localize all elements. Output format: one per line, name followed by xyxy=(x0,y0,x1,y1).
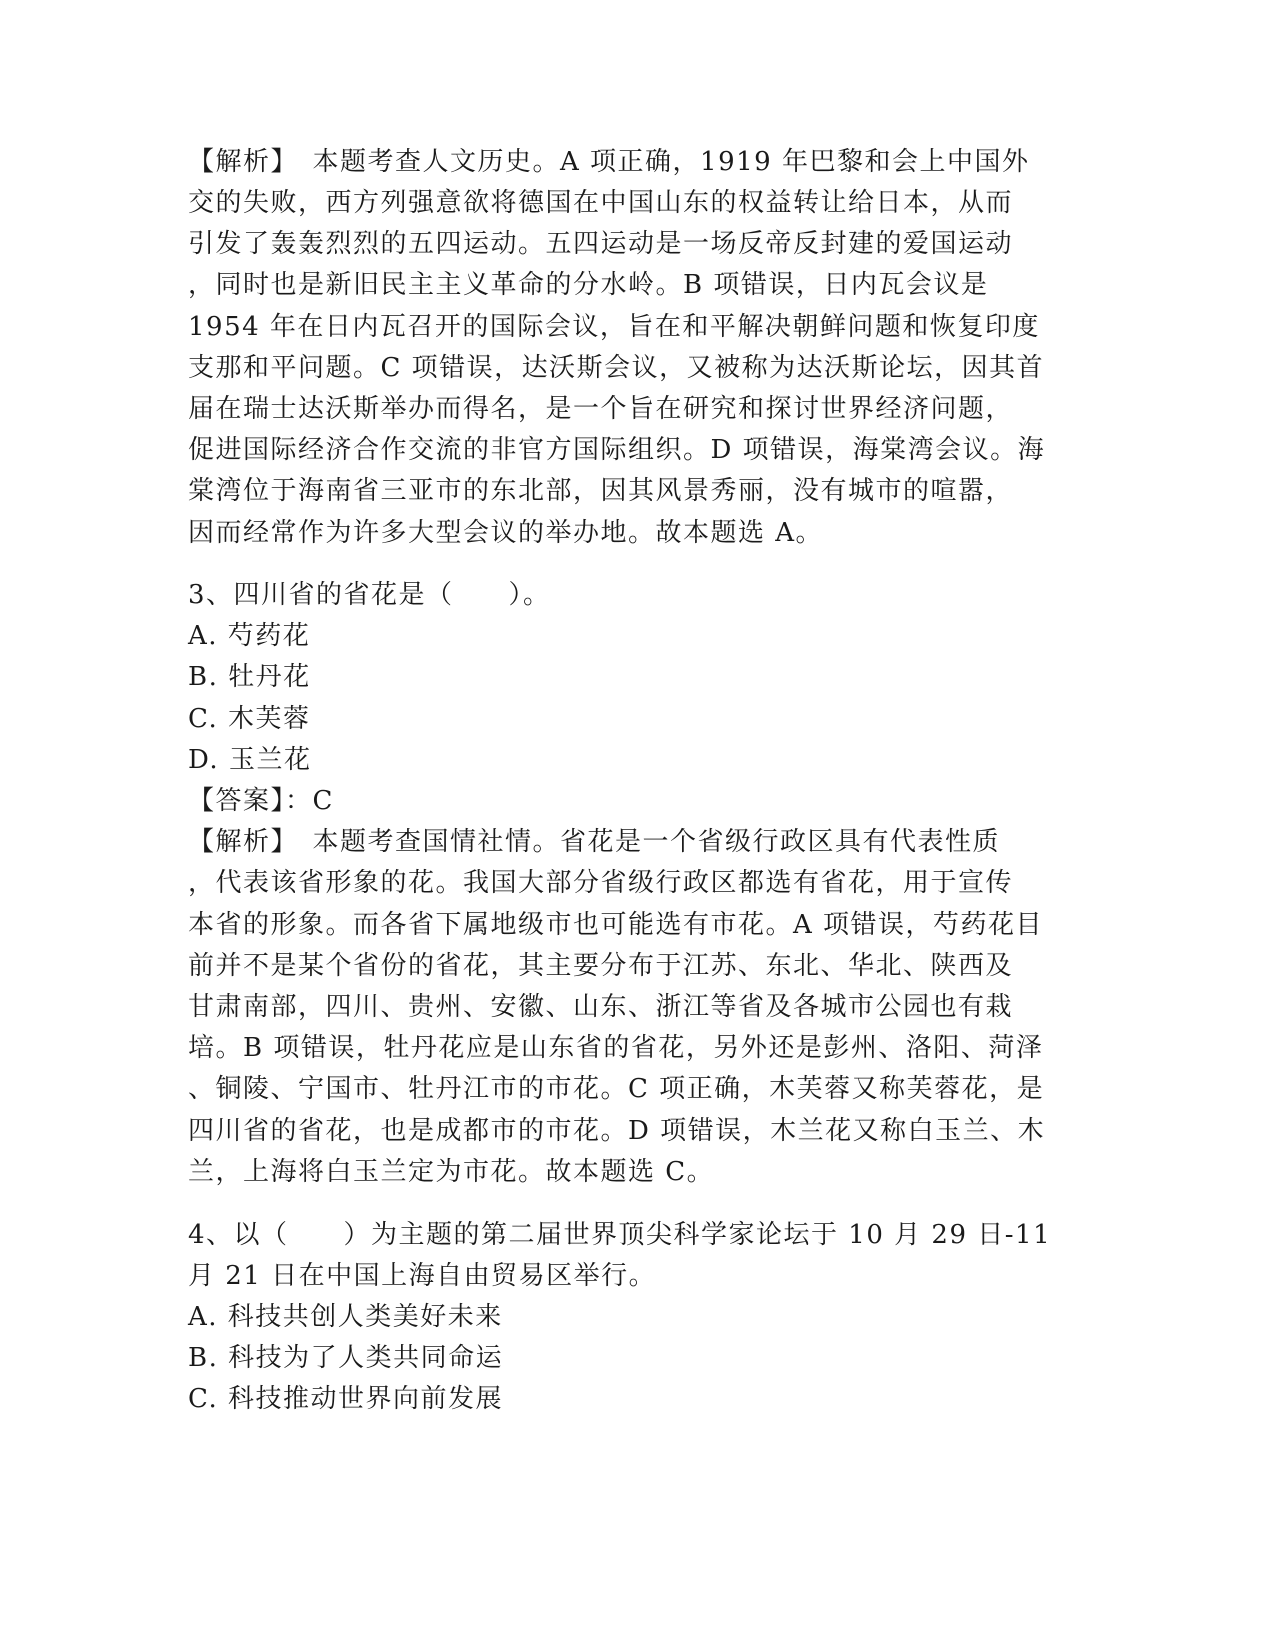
q3-option-c: C. 木芙蓉 xyxy=(188,704,311,734)
q3-stem: 3、四川省的省花是（ ）。 xyxy=(188,580,551,610)
q4-option-b: B. 科技为了人类共同命运 xyxy=(188,1343,504,1373)
q2-explanation-line: 促进国际经济合作交流的非官方国际组织。D 项错误，海棠湾会议。海 xyxy=(188,435,1046,465)
q3-explanation-line: 四川省的省花，也是成都市的市花。D 项错误，木兰花又称白玉兰、木 xyxy=(188,1116,1046,1146)
q2-explanation-line: 1954 年在日内瓦召开的国际会议，旨在和平解决朝鲜问题和恢复印度 xyxy=(188,312,1040,342)
q2-explanation-line: 交的失败，西方列强意欲将德国在中国山东的权益转让给日本，从而 xyxy=(188,188,1014,218)
q3-option-b: B. 牡丹花 xyxy=(188,662,311,692)
q3-explanation-line: 前并不是某个省份的省花，其主要分布于江苏、东北、华北、陕西及 xyxy=(188,951,1014,981)
q3-option-d: D. 玉兰花 xyxy=(188,745,312,775)
q3-explanation-line: 甘肃南部，四川、贵州、安徽、山东、浙江等省及各城市公园也有栽 xyxy=(188,992,1014,1022)
q2-explanation-line: 届在瑞士达沃斯举办而得名，是一个旨在研究和探讨世界经济问题， xyxy=(188,394,1014,424)
q3-explanation-line: 、铜陵、宁国市、牡丹江市的市花。C 项正确，木芙蓉又称芙蓉花，是 xyxy=(188,1074,1045,1104)
q2-explanation-line: 因而经常作为许多大型会议的举办地。故本题选 A。 xyxy=(188,518,824,548)
q3-explanation-line: ，代表该省形象的花。我国大部分省级行政区都选有省花，用于宣传 xyxy=(188,868,1014,898)
q2-explanation-line: 棠湾位于海南省三亚市的东北部，因其风景秀丽，没有城市的喧嚣， xyxy=(188,476,1014,506)
q4-stem-line: 4、以（ ）为主题的第二届世界顶尖科学家论坛于 10 月 29 日-11 xyxy=(188,1220,1052,1250)
q3-option-a: A. 芍药花 xyxy=(188,621,311,651)
q4-stem-line: 月 21 日在中国上海自由贸易区举行。 xyxy=(188,1261,657,1291)
q3-explanation-line: 【解析】 本题考查国情社情。省花是一个省级行政区具有代表性质 xyxy=(188,827,1001,857)
q2-explanation-line: 【解析】 本题考查人文历史。A 项正确，1919 年巴黎和会上中国外 xyxy=(188,147,1030,177)
q3-explanation-line: 培。B 项错误，牡丹花应是山东省的省花，另外还是彭州、洛阳、菏泽 xyxy=(188,1033,1044,1063)
q3-explanation-line: 兰，上海将白玉兰定为市花。故本题选 C。 xyxy=(188,1157,715,1187)
q2-explanation-line: 引发了轰轰烈烈的五四运动。五四运动是一场反帝反封建的爱国运动 xyxy=(188,229,1014,259)
q2-explanation-line: ，同时也是新旧民主主义革命的分水岭。B 项错误，日内瓦会议是 xyxy=(188,270,989,300)
q3-explanation-line: 本省的形象。而各省下属地级市也可能选有市花。A 项错误，芍药花目 xyxy=(188,910,1044,940)
q2-explanation-line: 支那和平问题。C 项错误，达沃斯会议，又被称为达沃斯论坛，因其首 xyxy=(188,353,1045,383)
q3-answer: 【答案】：C xyxy=(188,786,334,816)
q4-option-c: C. 科技推动世界向前发展 xyxy=(188,1384,503,1414)
q4-option-a: A. 科技共创人类美好未来 xyxy=(188,1302,503,1332)
